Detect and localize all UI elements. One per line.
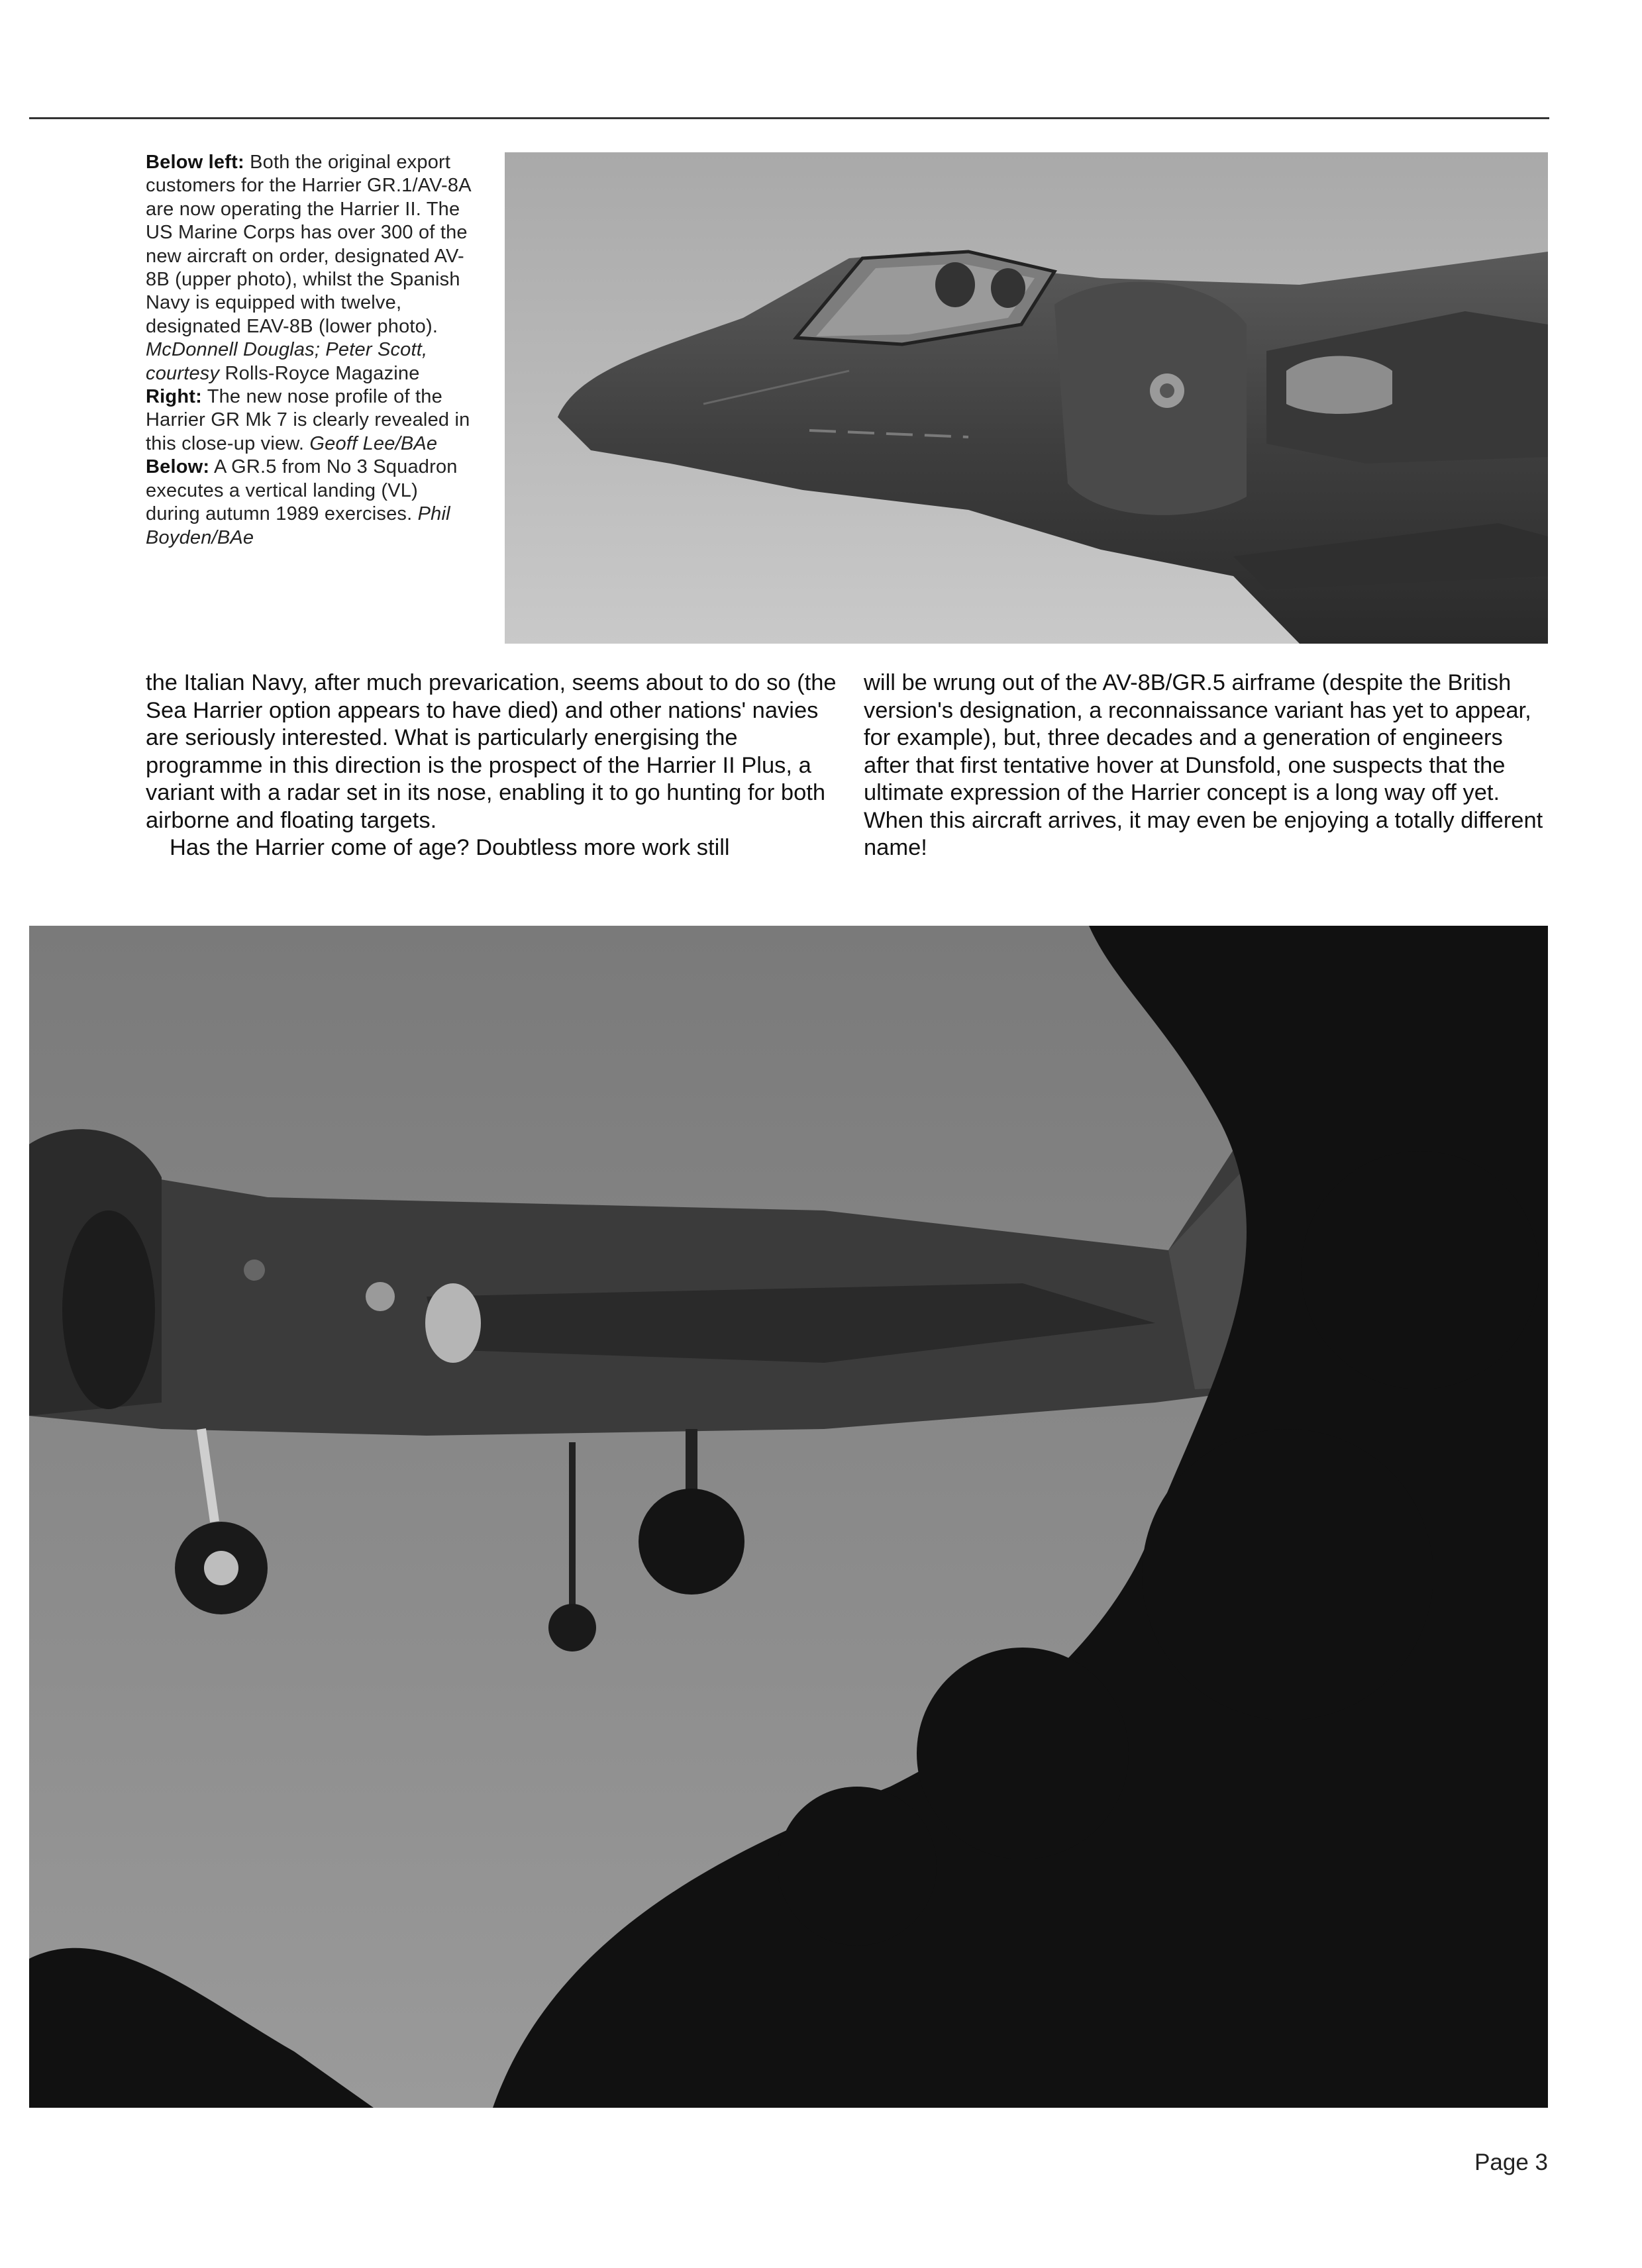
body-column-right — [864, 669, 1553, 862]
body-paragraph: the Italian Navy, after much prevarication, seems about to do so (the Sea Harrier option appears to have died) and other nations' navies are seriously interested. What is particularly energising the programme in this direction is the prospect of the Harrier II Plus, a variant with a radar set in its nose, enabling it to go hunting for both airborne and floating targets. — [146, 670, 837, 833]
body-paragraph: Has the Harrier come of age? Doubtless more work still — [170, 835, 730, 860]
photo-captions — [146, 151, 474, 550]
harrier-landing-illustration — [29, 926, 1548, 2108]
harrier-nose-illustration — [505, 152, 1548, 644]
caption-below: Below: A GR.5 from No 3 Squadron executes a vertical landing (VL) during autumn 1989 exercises. Phil Boyden/BAe — [146, 456, 458, 548]
caption-right: Right: The new nose profile of the Harrier GR Mk 7 is clearly revealed in this close-up view. Geoff Lee/BAe — [146, 386, 470, 454]
header-rule — [29, 117, 1549, 119]
body-paragraph: will be wrung out of the AV-8B/GR.5 airframe (despite the British version's designation, a reconnaissance variant has yet to appear, for example), but, three decades and a generation of engineers after that first tentative hover at Dunsfold, one suspects that the ultimate expression of the Harrier concept is a long way off yet. When this aircraft arrives, it may even be enjoying a totally different name! — [864, 670, 1543, 860]
body-column-left — [146, 669, 848, 862]
page-number: Page 3 — [1474, 2149, 1548, 2175]
harrier-landing-photo — [29, 926, 1548, 2108]
caption-below-left: Below left: Both the original export customers for the Harrier GR.1/AV-8A are now operating the Harrier II. The US Marine Corps has over 300 of the new aircraft on order, designated AV-8B (upper photo), whilst the Spanish Navy is equipped with twelve, designated EAV-8B (lower photo). McDonnell Douglas; Peter Scott, courtesy Rolls-Royce Magazine — [146, 152, 471, 384]
harrier-nose-photo — [505, 152, 1548, 644]
